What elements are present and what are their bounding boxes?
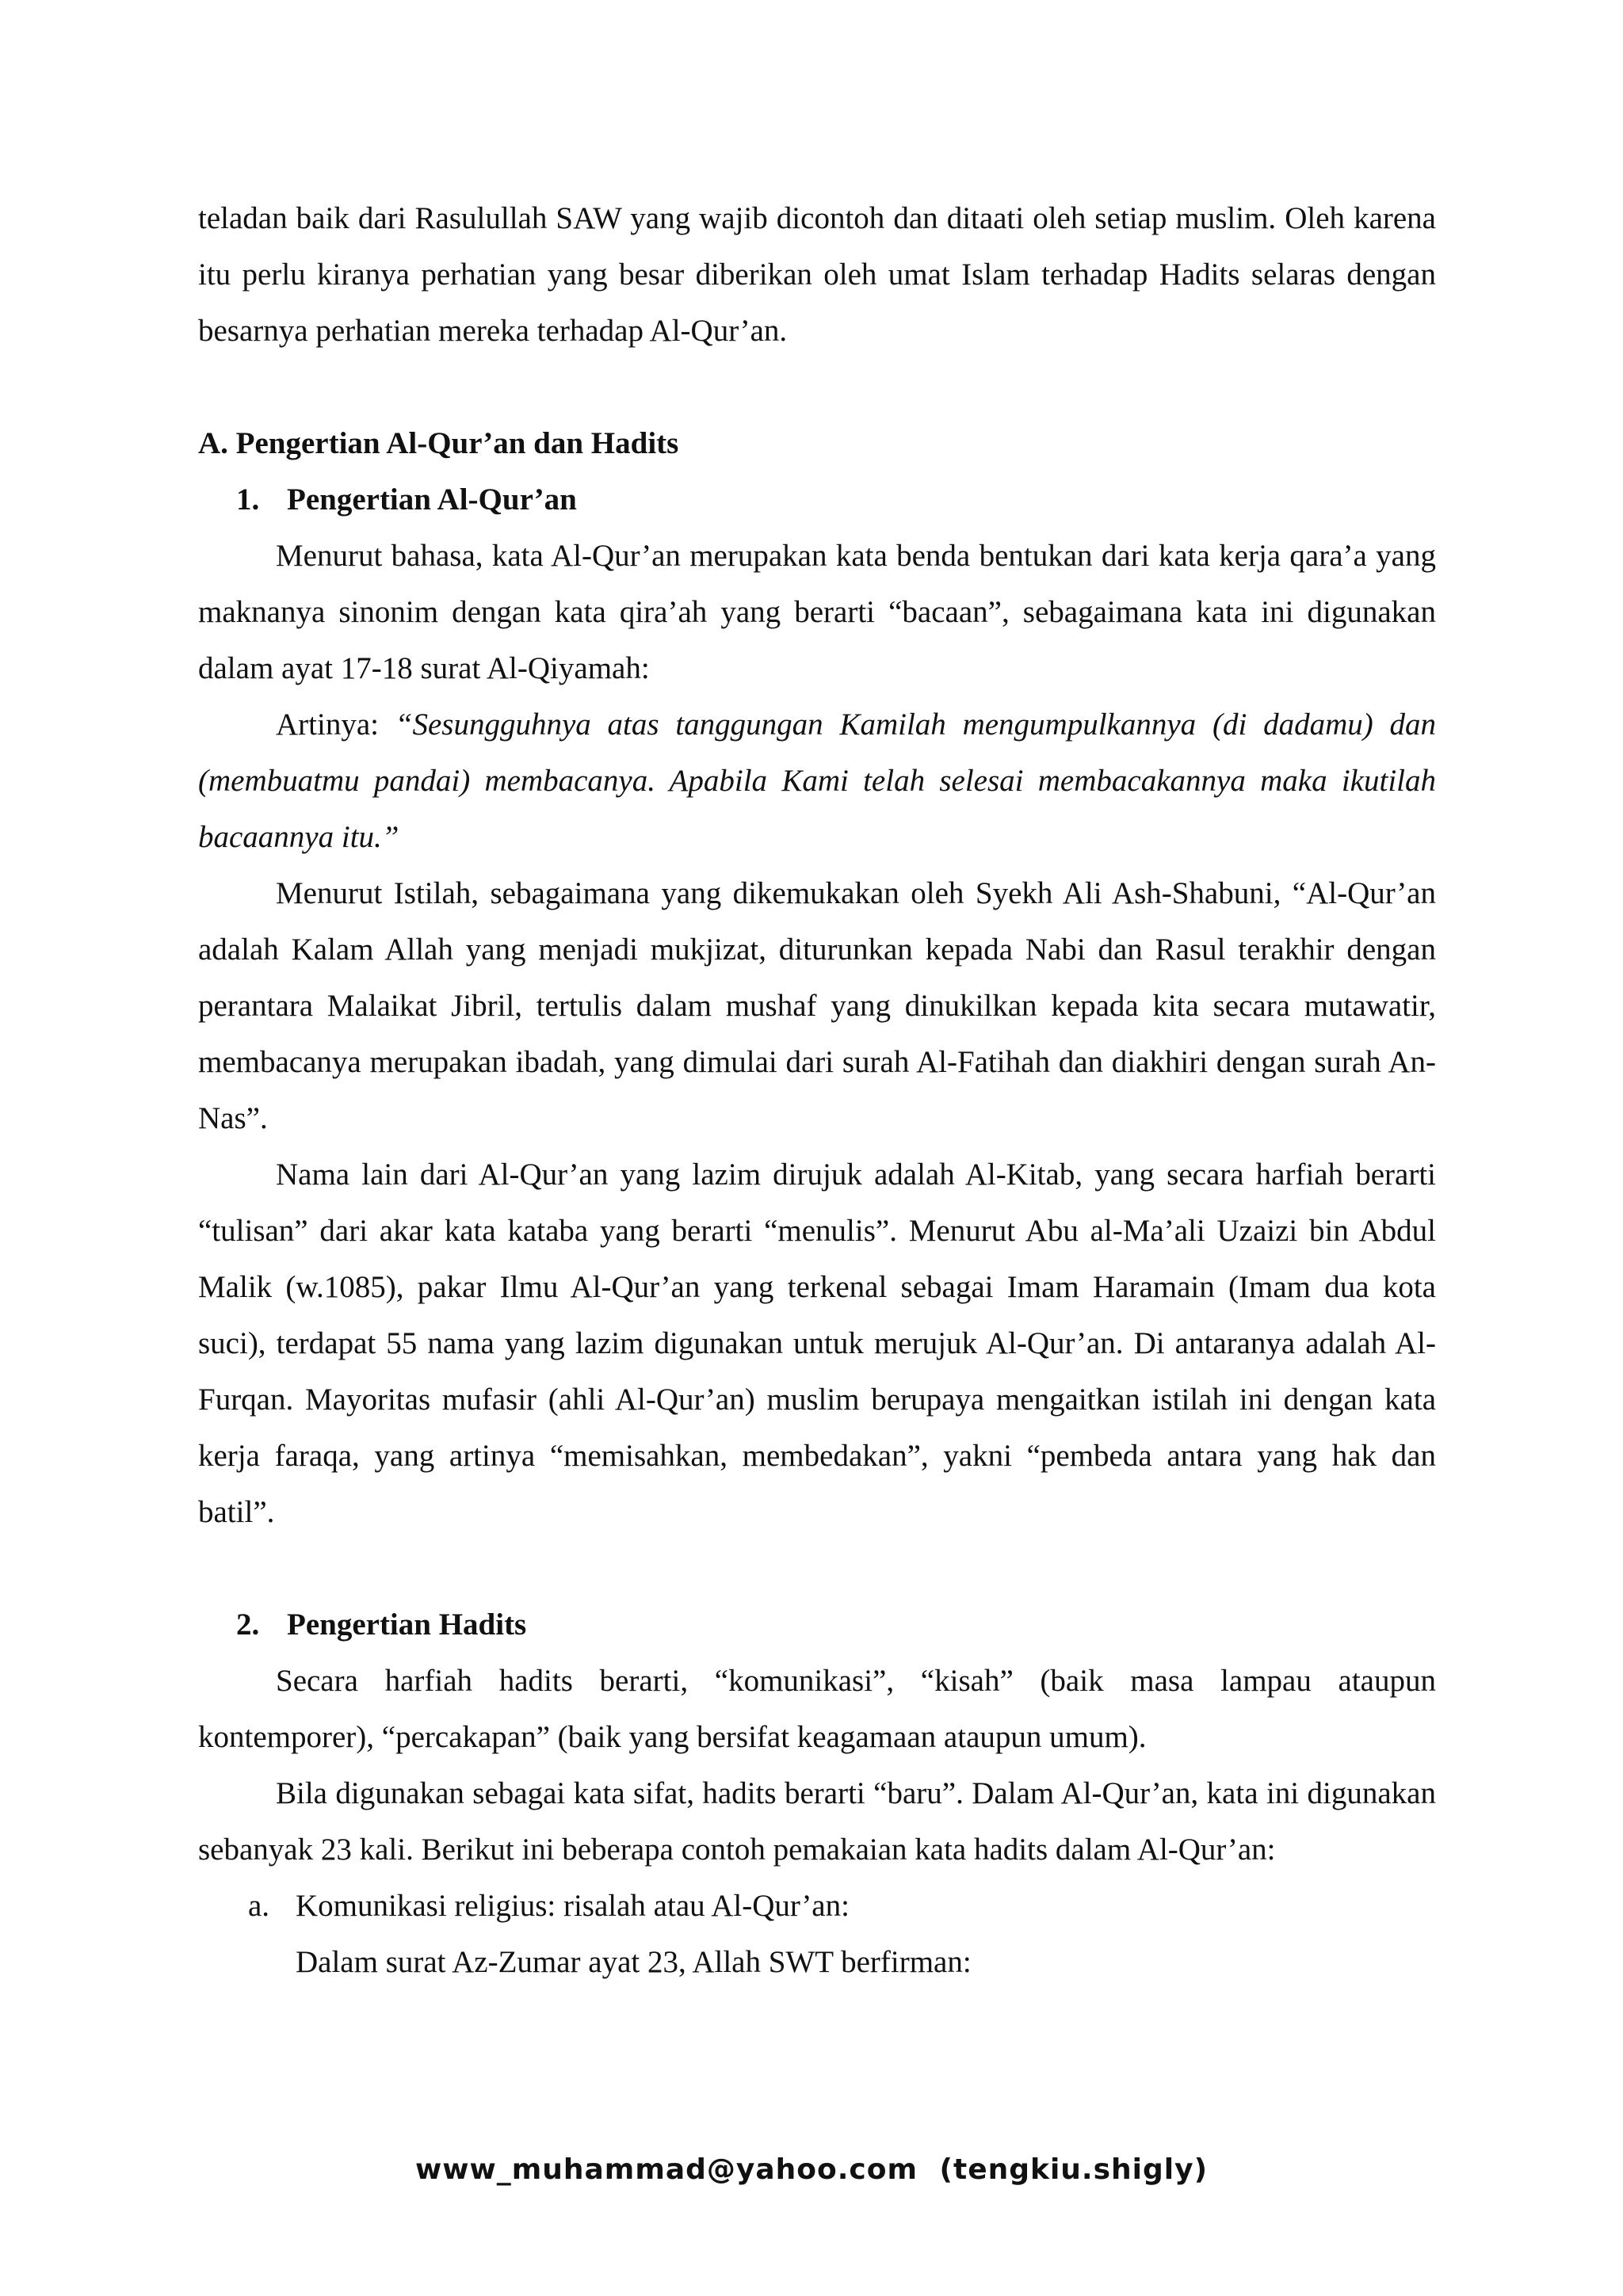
subsection-2-heading xyxy=(198,1596,1436,1653)
subsection-2-title: Pengertian Hadits xyxy=(287,1608,527,1642)
artinya-quote: “Sesungguhnya atas tanggungan Kamilah mengumpulkannya (di dadamu) dan (membuatmu pandai) membacanya. Apabila Kami telah selesai membacakannya maka ikutilah bacaannya itu.” xyxy=(198,707,1437,854)
paragraph-artinya xyxy=(198,696,1436,865)
paragraph-harfiah: Secara harfiah hadits berarti, “komunikasi”, “kisah” (baik masa lampau ataupun kontemporer), “percakapan” (baik yang bersifat keagamaan ataupun umum). xyxy=(198,1664,1436,1754)
list-item-a-sub: Dalam surat Az-Zumar ayat 23, Allah SWT berfirman: xyxy=(296,1945,972,1979)
subsection-2-number: 2. xyxy=(236,1608,260,1642)
artinya-label: Artinya: xyxy=(276,707,395,742)
subsection-1-heading xyxy=(198,471,1436,528)
list-item-a xyxy=(198,1878,1436,1934)
paragraph-kata-sifat: Bila digunakan sebagai kata sifat, hadits berarti “baru”. Dalam Al-Qur’an, kata ini digunakan sebanyak 23 kali. Berikut ini beberapa contoh pemakaian kata hadits dalam Al-Qur’an: xyxy=(198,1776,1436,1867)
paragraph-bahasa: Menurut bahasa, kata Al-Qur’an merupakan kata benda bentukan dari kata kerja qara’a yang maknanya sinonim dengan kata qira’ah yang berarti “bacaan”, sebagaimana kata ini digunakan dalam ayat 17-18 surat Al-Qiyamah: xyxy=(198,539,1436,685)
subsection-1-title: Pengertian Al-Qur’an xyxy=(287,482,577,517)
paragraph-nama-lain: Nama lain dari Al-Qur’an yang lazim dirujuk adalah Al-Kitab, yang secara harfiah berarti “tulisan” dari akar kata kataba yang berarti “menulis”. Menurut Abu al-Ma’ali Uzaizi bin Abdul Malik (w.1085), pakar Ilmu Al-Qur’an yang terkenal sebagai Imam Haramain (Imam dua kota suci), terdapat 55 nama yang lazim digunakan untuk merujuk Al-Qur’an. Di antaranya adalah Al-Furqan. Mayoritas mufasir (ahli Al-Qur’an) muslim berupaya mengaitkan istilah ini dengan kata kerja faraqa, yang artinya “memisahkan, membedakan”, yakni “pembeda antara yang hak dan batil”. xyxy=(198,1158,1436,1529)
intro-paragraph: teladan baik dari Rasulullah SAW yang wajib dicontoh dan ditaati oleh setiap muslim. Oleh karena itu perlu kiranya perhatian yang besar diberikan oleh umat Islam terhadap Hadits selaras dengan besarnya perhatian mereka terhadap Al-Qur’an. xyxy=(198,201,1436,348)
spacer xyxy=(198,1540,1436,1596)
page-footer: www_muhammad@yahoo.com (tengkiu.shigly) xyxy=(414,2153,1209,2186)
document-body xyxy=(198,190,1436,1990)
paragraph-istilah: Menurut Istilah, sebagaimana yang dikemukakan oleh Syekh Ali Ash-Shabuni, “Al-Qur’an adalah Kalam Allah yang menjadi mukjizat, diturunkan kepada Nabi dan Rasul terakhir dengan perantara Malaikat Jibril, tertulis dalam mushaf yang dinukilkan kepada kita secara mutawatir, membacanya merupakan ibadah, yang dimulai dari surah Al-Fatihah dan diakhiri dengan surah An-Nas”. xyxy=(198,876,1436,1135)
list-item-a-text: Komunikasi religius: risalah atau Al-Qur’an: xyxy=(296,1889,850,1923)
subsection-1-number: 1. xyxy=(236,482,260,517)
spacer xyxy=(198,359,1436,415)
list-item-a-marker: a. xyxy=(248,1889,270,1923)
section-a-heading: A. Pengertian Al-Qur’an dan Hadits xyxy=(198,426,679,460)
